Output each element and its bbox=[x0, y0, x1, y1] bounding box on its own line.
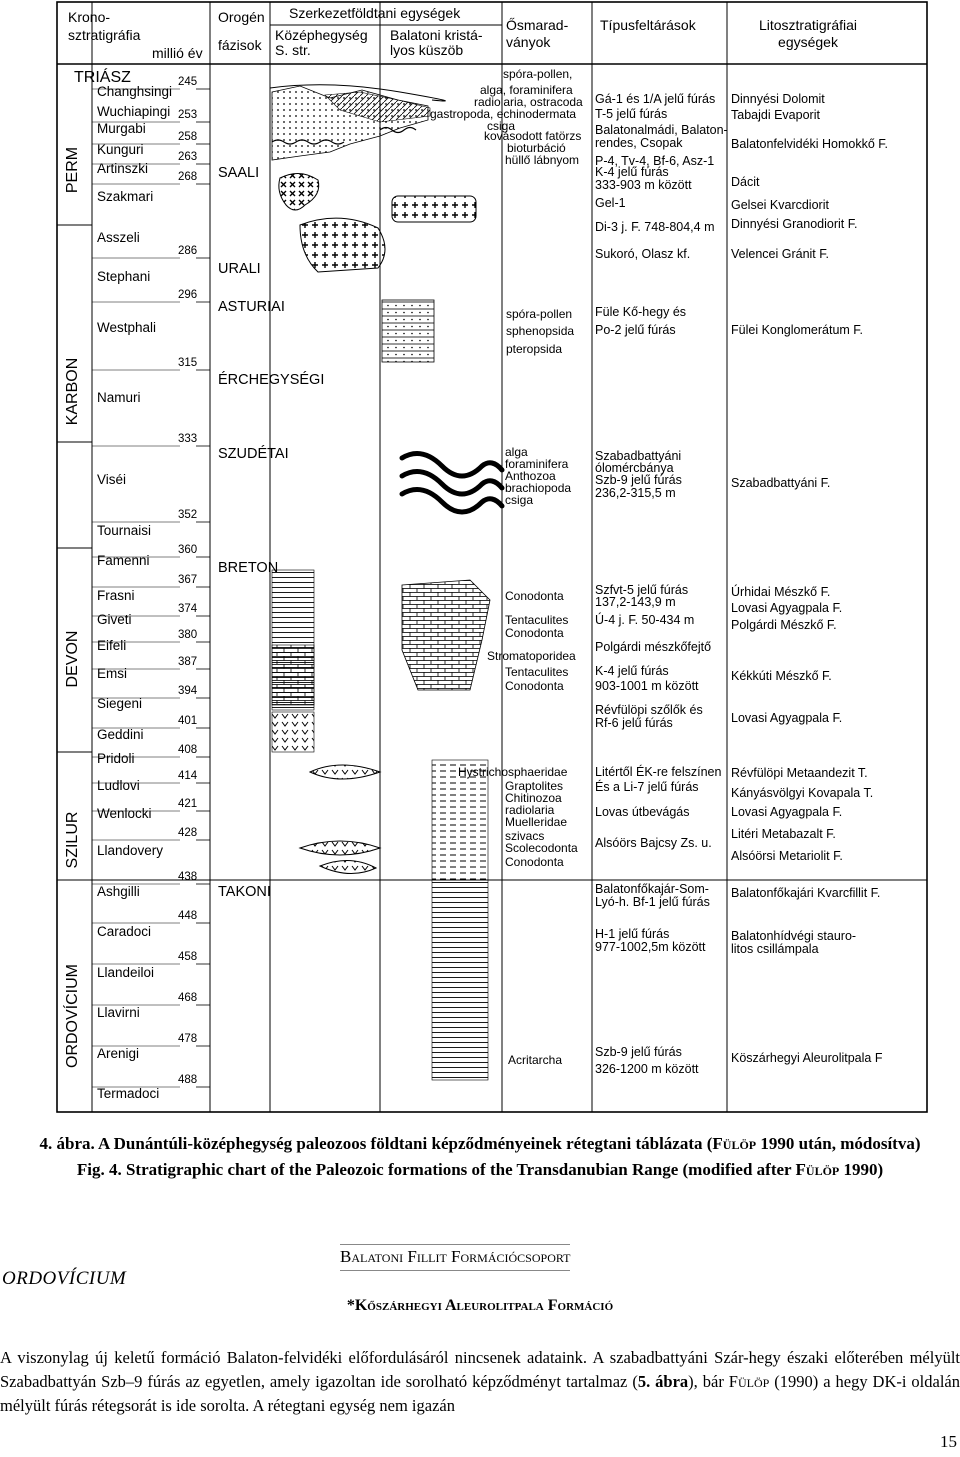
lithostratigraphic-unit: Úrhidai Mészkő F. bbox=[731, 585, 831, 599]
stage-label: Caradoci bbox=[97, 924, 152, 939]
orogenic-phase: URALI bbox=[218, 261, 261, 277]
stage-label: Wuchiapingi bbox=[97, 104, 171, 119]
stage-label: Arenigi bbox=[97, 1046, 140, 1061]
stage-label: Changhsingi bbox=[97, 84, 173, 99]
header-kozephegyseg: S. str. bbox=[275, 42, 311, 58]
lithostratigraphic-unit: Kékkúti Mészkő F. bbox=[731, 669, 832, 683]
type-site-label: ólomércbánya bbox=[595, 461, 674, 475]
lithostratigraphic-unit: Fülei Konglomerátum F. bbox=[731, 323, 864, 337]
type-site-label: Balatonalmádi, Balaton- bbox=[595, 123, 728, 137]
header-structural-units: Szerkezetföldtani egységek bbox=[289, 5, 461, 21]
fossil-label: Tentaculites bbox=[505, 665, 569, 679]
body-paragraph bbox=[0, 1346, 960, 1418]
type-site-label: Polgárdi mészkőfejtő bbox=[595, 640, 712, 654]
age-label: 268 bbox=[178, 171, 198, 183]
system-label: DEVON bbox=[64, 630, 81, 688]
age-label: 408 bbox=[178, 744, 198, 756]
formation-title: *Kőszárhegyi Aleurolitpala Formáció bbox=[346, 1297, 614, 1314]
type-site-label: 977-1002,5m között bbox=[595, 940, 706, 954]
age-label: 245 bbox=[178, 76, 198, 88]
caption-en-author: Fülöp bbox=[795, 1160, 840, 1179]
stage-label: Frasni bbox=[97, 588, 135, 603]
header-balatoni: lyos küszöb bbox=[390, 42, 464, 58]
age-label: 315 bbox=[178, 357, 198, 369]
caption-hu-pre: 4. ábra. A Dunántúli-középhegység paleozoos földtani képződményeinek rétegtani táblázata ( bbox=[39, 1134, 713, 1153]
age-label: 360 bbox=[178, 544, 198, 556]
fossil-label: Conodonta bbox=[505, 679, 564, 693]
stage-label: Eifeli bbox=[97, 638, 127, 653]
lithostratigraphic-unit: Kányásvölgyi Kovapala T. bbox=[731, 786, 874, 800]
fossil-label: csiga bbox=[505, 493, 534, 507]
age-label: 387 bbox=[178, 656, 198, 668]
stage-label: Siegeni bbox=[97, 696, 143, 711]
stage-label: Stephani bbox=[97, 269, 151, 284]
age-label: 253 bbox=[178, 109, 198, 121]
fossil-label: szivacs bbox=[505, 829, 545, 843]
type-site-label: Szb-9 jelű fúrás bbox=[595, 473, 682, 487]
fossil-label: spóra-pollen, bbox=[503, 67, 573, 81]
age-label: 263 bbox=[178, 151, 198, 163]
orogenic-phase: BRETON bbox=[218, 560, 279, 576]
fossil-label: Tentaculites bbox=[505, 613, 569, 627]
age-label: 401 bbox=[178, 715, 198, 727]
type-site-label: Lyó-h. Bf-1 jelű fúrás bbox=[595, 895, 710, 909]
header-fossils: Ősmarad- bbox=[506, 17, 569, 33]
age-label: 458 bbox=[178, 951, 198, 963]
header-orogen: fázisok bbox=[218, 37, 262, 53]
fossil-label: alga bbox=[505, 445, 528, 459]
lithostratigraphic-unit: Balatonfőkajári Kvarcfillit F. bbox=[731, 886, 881, 900]
lithostratigraphic-unit: Szabadbattyáni F. bbox=[731, 476, 831, 490]
stage-label: Tournaisi bbox=[97, 523, 152, 538]
fossil-label: Conodonta bbox=[505, 626, 564, 640]
fossil-label: Graptolites bbox=[505, 779, 564, 793]
lithostratigraphic-unit: Dinnyési Dolomit bbox=[731, 92, 825, 106]
age-label: 367 bbox=[178, 574, 198, 586]
age-label: 428 bbox=[178, 827, 198, 839]
quartz-diorite-body bbox=[392, 196, 476, 222]
lithostratigraphic-unit: Dinnyési Granodiorit F. bbox=[731, 217, 858, 231]
fossil-label: radiolaria bbox=[505, 803, 555, 817]
metaandesite-lens bbox=[310, 765, 380, 779]
body-text-1: A viszonylag új keletű formáció Balaton-felvidéki előfordulásáról nincsenek adataink. A szabadbattyáni Szár-hegy északi előterében mélyült Szabadbattyán Szb–9 fúrás az egyetlen, amely igazoltan ide sorolható képződményt tartalmaz ( bbox=[0, 1348, 960, 1391]
figure-caption-hu bbox=[0, 1134, 960, 1154]
caption-en-pre: Fig. 4. Stratigraphic chart of the Paleozoic formations of the Transdanubian Range (modified after bbox=[76, 1160, 796, 1179]
type-site-label: Litértől ÉK-re felszínen bbox=[595, 765, 722, 779]
system-label: SZILUR bbox=[64, 811, 81, 869]
stage-label: Pridoli bbox=[97, 751, 135, 766]
lithostratigraphic-unit: Alsóörsi Metariolit F. bbox=[731, 849, 843, 863]
type-site-label: H-1 jelű fúrás bbox=[595, 927, 670, 941]
fossil-label: sphenopsida bbox=[506, 324, 575, 338]
type-site-label: Ú-4 j. F. 50-434 m bbox=[595, 613, 695, 627]
type-site-label: K-4 jelű fúrás bbox=[595, 664, 669, 678]
type-site-label: Gá-1 és 1/A jelű fúrás bbox=[595, 92, 716, 106]
orogenic-phase: ÉRCHEGYSÉGI bbox=[218, 372, 325, 388]
header-type-sites: Típusfeltárások bbox=[600, 17, 696, 33]
fossil-label: pteropsida bbox=[506, 342, 563, 356]
type-site-label: Szabadbattyáni bbox=[595, 449, 682, 463]
age-label: 258 bbox=[178, 131, 198, 143]
fossil-label: brachiopoda bbox=[505, 481, 572, 495]
fossil-label: Conodonta bbox=[505, 855, 564, 869]
orogenic-phase: SAALI bbox=[218, 165, 260, 181]
age-label: 286 bbox=[178, 245, 198, 257]
stromatopore-limestone bbox=[402, 580, 490, 690]
lithostratigraphic-unit: litos csillámpala bbox=[731, 942, 819, 956]
lithostratigraphic-unit: Polgárdi Mészkő F. bbox=[731, 618, 837, 632]
caption-en-post: 1990) bbox=[839, 1160, 884, 1179]
type-site-label: 903-1001 m között bbox=[595, 679, 699, 693]
stage-label: Geddini bbox=[97, 727, 144, 742]
orogenic-phase: ASTURIAI bbox=[218, 299, 285, 315]
lithology-column bbox=[270, 85, 502, 1080]
age-label: 438 bbox=[178, 871, 198, 883]
type-site-label: T-5 jelű fúrás bbox=[595, 107, 668, 121]
header-kozephegyseg: Középhegység bbox=[275, 27, 368, 43]
figure-caption-en bbox=[0, 1160, 960, 1180]
age-label: 448 bbox=[178, 910, 198, 922]
fossil-label: csiga bbox=[487, 119, 516, 133]
stage-label: Ludlovi bbox=[97, 778, 140, 793]
body-text-2: ), bár bbox=[688, 1372, 729, 1391]
lithostratigraphic-unit: Litéri Metabazalt F. bbox=[731, 827, 836, 841]
age-label: 333 bbox=[178, 433, 198, 445]
page-number: 15 bbox=[940, 1432, 957, 1451]
type-site-label: K-4 jelű fúrás bbox=[595, 165, 669, 179]
age-label: 296 bbox=[178, 289, 198, 301]
conglomerate-column bbox=[382, 300, 434, 362]
stage-label: Namuri bbox=[97, 390, 141, 405]
type-site-label: 326-1200 m között bbox=[595, 1062, 699, 1076]
stage-label: Llavirni bbox=[97, 1005, 140, 1020]
lithostratigraphic-unit: Gelsei Kvarcdiorit bbox=[731, 198, 829, 212]
system-label: PERM bbox=[64, 146, 81, 194]
header-balatoni: Balatoni kristá- bbox=[390, 27, 483, 43]
type-site-label: 333-903 m között bbox=[595, 178, 692, 192]
header-lithostratigraphy: egységek bbox=[778, 34, 838, 50]
type-site-label: 137,2-143,9 m bbox=[595, 595, 676, 609]
fossil-label: Conodonta bbox=[505, 589, 564, 603]
age-label: 421 bbox=[178, 798, 198, 810]
fossil-label: Stromatoporidea bbox=[487, 649, 576, 663]
stage-label: Emsi bbox=[97, 666, 127, 681]
phyllite-column bbox=[432, 880, 488, 1080]
age-label: 352 bbox=[178, 509, 198, 521]
fossil-label: gastropoda, echinodermata bbox=[430, 107, 577, 121]
age-label: 374 bbox=[178, 603, 198, 615]
orogenic-phase: SZUDÉTAI bbox=[218, 446, 289, 462]
stage-label: Murgabi bbox=[97, 121, 146, 136]
lithostratigraphic-unit: Révfülöpi Metaandezit T. bbox=[731, 766, 868, 780]
header-chrono: sztratigráfia bbox=[68, 27, 141, 43]
body-text-3: (1990) a hegy DK-i oldalán mélyült fúrás rétegsorát is ide sorolta. A rétegtani egység nem igazán bbox=[0, 1372, 960, 1415]
stage-label: Viséi bbox=[97, 472, 127, 487]
age-label: 488 bbox=[178, 1074, 198, 1086]
stage-label: Szakmari bbox=[97, 189, 154, 204]
fossil-label: Acritarcha bbox=[508, 1053, 563, 1067]
age-label: 468 bbox=[178, 992, 198, 1004]
fossil-label: Scolecodonta bbox=[505, 841, 578, 855]
stage-label: Westphali bbox=[97, 320, 157, 335]
type-site-label: Füle Kő-hegy és bbox=[595, 305, 687, 319]
lithostratigraphic-unit: Lovasi Agyagpala F. bbox=[731, 805, 843, 819]
body-author: Fülöp bbox=[728, 1372, 770, 1391]
fossil-label: Chitinozoa bbox=[505, 791, 562, 805]
type-site-label: Gel-1 bbox=[595, 196, 626, 210]
section-heading-ordovicium: ORDOVÍCIUM bbox=[2, 1268, 127, 1289]
fossil-label: Hystrichosphaeridae bbox=[458, 765, 568, 779]
type-site-label: 236,2-315,5 m bbox=[595, 486, 676, 500]
metarhyolite-lens bbox=[320, 860, 376, 873]
stage-label: Llandeiloi bbox=[97, 965, 155, 980]
lithostratigraphic-unit: Köszárhegyi Aleurolitpala F bbox=[731, 1051, 883, 1065]
header-orogen: Orogén bbox=[218, 9, 265, 25]
dacite-body bbox=[279, 173, 319, 210]
fossil-label: hüllő lábnyom bbox=[505, 153, 580, 167]
lithostratigraphic-unit: Velencei Gránit F. bbox=[731, 247, 829, 261]
stage-label: Ashgilli bbox=[97, 884, 140, 899]
fossil-label: radiolaria, ostracoda bbox=[474, 95, 583, 109]
limestone-column bbox=[272, 645, 314, 705]
triassic-label: TRIÁSZ bbox=[74, 69, 131, 86]
stage-label: Artinszki bbox=[97, 161, 149, 176]
header-fossils: ványok bbox=[506, 34, 551, 50]
system-label: KARBON bbox=[64, 357, 81, 426]
stage-label: Termadoci bbox=[97, 1086, 160, 1101]
age-label: 478 bbox=[178, 1033, 198, 1045]
metabasalt-lens bbox=[300, 841, 380, 855]
age-label: 380 bbox=[178, 629, 198, 641]
fossil-label: alga, foraminifera bbox=[480, 83, 573, 97]
type-site-label: Rf-6 jelű fúrás bbox=[595, 716, 673, 730]
volcanic-column bbox=[272, 712, 314, 752]
type-site-label: Balatonfőkajár-Som- bbox=[595, 882, 709, 896]
lithostratigraphic-unit: Lovasi Agyagpala F. bbox=[731, 601, 843, 615]
type-site-label: Po-2 jelű fúrás bbox=[595, 323, 676, 337]
stage-label: Asszeli bbox=[97, 230, 140, 245]
fossil-label: spóra-pollen bbox=[506, 307, 573, 321]
lithostratigraphic-unit: Dácit bbox=[731, 175, 760, 189]
group-title: Balatoni Fillit Formációcsoport bbox=[340, 1244, 570, 1271]
stage-label: Wenlocki bbox=[97, 806, 152, 821]
orogenic-phase: TAKONI bbox=[218, 884, 271, 900]
fossil-label: Muelleridae bbox=[505, 815, 568, 829]
type-site-label: P-4, Tv-4, Bf-6, Asz-1 bbox=[595, 154, 715, 168]
lithostratigraphic-unit: Balatonhídvégi stauro- bbox=[731, 929, 857, 943]
folded-limestone bbox=[402, 454, 502, 513]
system-label: ORDOVÍCIUM bbox=[64, 964, 81, 1068]
age-label: 394 bbox=[178, 685, 198, 697]
fossil-label: Anthozoa bbox=[505, 469, 556, 483]
type-site-label: Sukoró, Olasz kf. bbox=[595, 247, 691, 261]
header-lithostratigraphy: Litosztratigráfiai bbox=[758, 17, 858, 33]
type-site-label: Alsóörs Bajcsy Zs. u. bbox=[595, 836, 712, 850]
lithostratigraphic-unit: Tabajdi Evaporit bbox=[731, 108, 820, 122]
stage-label: Kunguri bbox=[97, 142, 144, 157]
header-ma: millió év bbox=[152, 45, 203, 61]
type-site-label: Di-3 j. F. 748-804,4 m bbox=[595, 220, 715, 234]
caption-hu-post: 1990 után, módosítva) bbox=[756, 1134, 921, 1153]
lithostratigraphic-unit: Lovasi Agyagpala F. bbox=[731, 711, 843, 725]
type-site-label: És a Li-7 jelű fúrás bbox=[595, 780, 699, 794]
stage-label: Llandovery bbox=[97, 843, 164, 858]
granite-body bbox=[300, 218, 385, 272]
type-site-label: Szfvt-5 jelű fúrás bbox=[595, 583, 689, 597]
type-site-label: Lovas útbevágás bbox=[595, 805, 690, 819]
header-chrono: Krono- bbox=[68, 9, 111, 25]
fossil-label: foraminifera bbox=[505, 457, 569, 471]
age-label: 414 bbox=[178, 770, 198, 782]
stage-label: Giveti bbox=[97, 612, 132, 627]
fossil-label: kovásodott fatörzs bbox=[484, 129, 582, 143]
figure-ref[interactable]: 5. ábra bbox=[637, 1372, 689, 1391]
type-site-label: rendes, Csopak bbox=[595, 136, 683, 150]
type-site-label: Szb-9 jelű fúrás bbox=[595, 1045, 682, 1059]
caption-hu-author: Fülöp bbox=[712, 1134, 757, 1153]
stage-label: Famenni bbox=[97, 553, 150, 568]
lithostratigraphic-unit: Balatonfelvidéki Homokkő F. bbox=[731, 137, 889, 151]
type-site-label: Révfülöpi szőlők és bbox=[595, 703, 703, 717]
fossil-label: bioturbáció bbox=[507, 141, 566, 155]
